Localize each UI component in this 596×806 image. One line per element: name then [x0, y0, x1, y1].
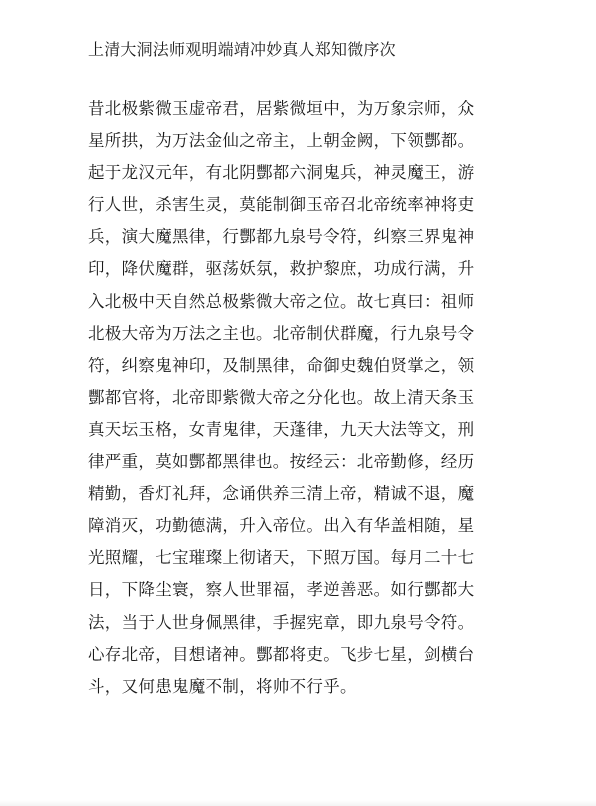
- text-line: 心存北帝，目想诸神。酆都将吏。飞步七星，剑横台: [88, 644, 475, 664]
- text-line: 律严重，莫如酆都黑律也。按经云：北帝勤修，经历: [88, 452, 475, 472]
- text-line: 真天坛玉格，女青鬼律，天蓬律，九天大法等文，刑: [88, 419, 475, 439]
- text-line: 精勤，香灯礼拜，念诵供养三清上帝，精诚不退，魔: [88, 484, 475, 504]
- text-line: 光照耀，七宝璀璨上彻诸天，下照万国。每月二十七: [88, 548, 475, 568]
- text-line: 酆都官将，北帝即紫微大帝之分化也。故上清天条玉: [88, 387, 475, 407]
- document-title: 上清大洞法师观明端靖冲妙真人郑知微序次: [88, 40, 396, 59]
- text-line: 起于龙汉元年，有北阴酆都六洞鬼兵，神灵魔王，游: [88, 163, 475, 183]
- text-line: 印，降伏魔群，驱荡妖氛，救护黎庶，功成行满，升: [88, 259, 475, 279]
- text-line: 障消灭，功勤德满，升入帝位。出入有华盖相随，星: [88, 516, 475, 536]
- text-line: 斗，又何患鬼魔不制，将帅不行乎。: [88, 676, 357, 696]
- text-line: 昔北极紫微玉虚帝君，居紫微垣中，为万象宗师，众: [88, 99, 475, 118]
- text-line: 入北极中天自然总极紫微大帝之位。故七真曰：祖师: [88, 291, 475, 311]
- text-line: 法，当于人世身佩黑律，手握宪章，即九泉号令符。: [88, 612, 475, 632]
- document-body: [88, 93, 508, 703]
- text-line: 星所拱，为万法金仙之帝主，上朝金阙，下领酆都。: [88, 131, 475, 151]
- text-line: 北极大帝为万法之主也。北帝制伏群魔，行九泉号令: [88, 323, 475, 343]
- page-bottom-edge: [0, 800, 596, 806]
- text-line: 符，纠察鬼神印，及制黑律，命御史魏伯贤掌之，领: [88, 355, 475, 375]
- text-line: 兵，演大魔黑律，行酆都九泉号令符，纠察三界鬼神: [88, 227, 475, 247]
- text-line: 行人世，杀害生灵，莫能制御玉帝召北帝统率神将吏: [88, 195, 475, 215]
- text-line: 日，下降尘寰，察人世罪福，孝逆善恶。如行酆都大: [88, 580, 475, 600]
